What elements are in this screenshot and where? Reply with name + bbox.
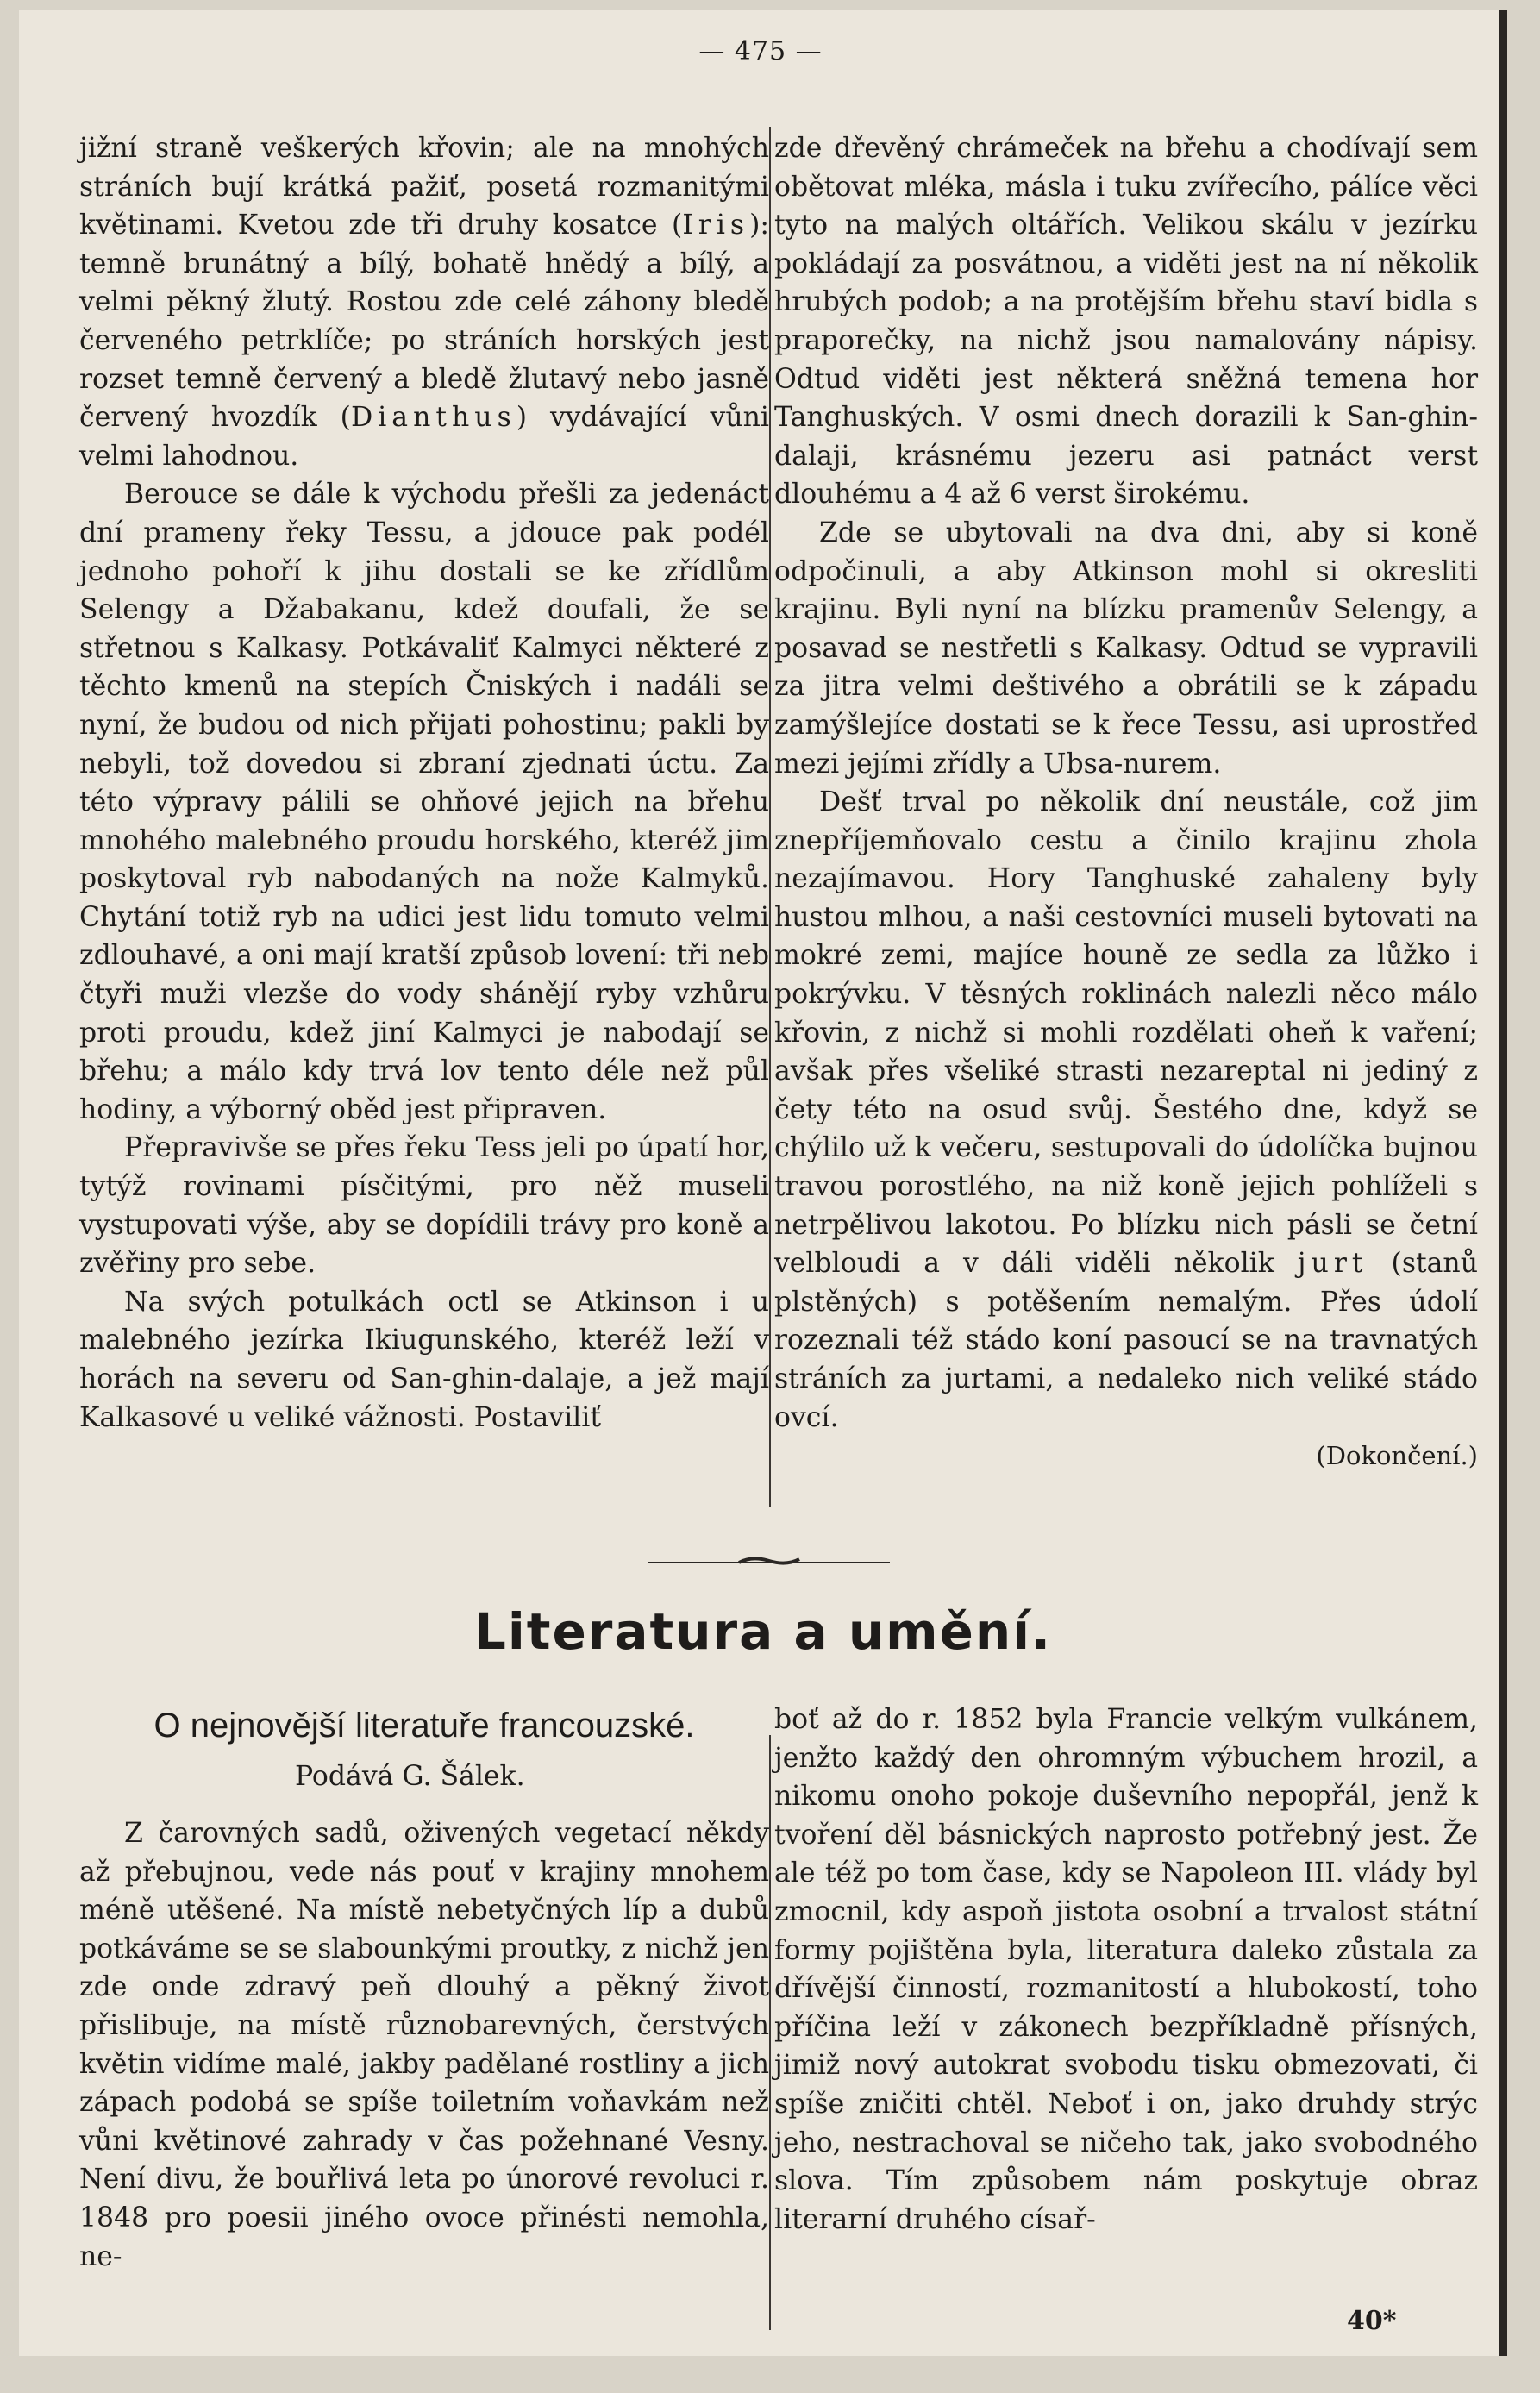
byline: Podává G. Šálek. xyxy=(295,1761,525,1792)
column-divider-bottom xyxy=(769,1735,771,2330)
right-column-top-text xyxy=(774,129,1478,1437)
text-run: boť až do r. 1852 byla Francie velkým vulkánem, jenžto každý den ohromným výbuchem hrozil, a nikomu onoho pokoje duševního nepopřál, jenž k tvoření děl básnických naprosto potřebný jest. Že ale též po tom čase, kdy se Napoleon III. vlády byl zmocnil, kdy aspoň jistota osobní a trvalost státní formy pojištěna byla, literatura daleko zůstala za dřívější činností, rozmanitostí a hlubokostí, toho příčina leží v zákonech bezpříkladně přísných, jimiž nový autokrat svobodu tisku obmezovati, či spíše zničiti chtěl. Neboť i on, jako druhdy strýc jeho, nestrachoval se ničeho tak, jako svobodného slova. Tím způsobem nám poskytuje obraz literarní druhého císař- xyxy=(774,1704,1478,2235)
column-divider xyxy=(769,127,771,1507)
page xyxy=(19,10,1507,2356)
text-run: ): temně brunátný a bílý, bohatě hnědý a bílý, a velmi pěkný žlutý. Rostou zde celé záhony bledě červeného petrklíče; po stráních horských jest rozset temně červený a bledě žlutavý nebo jasně červený hvozdík ( xyxy=(79,210,769,434)
left-column-top xyxy=(79,129,769,1437)
paragraph xyxy=(774,783,1478,1437)
paragraph xyxy=(774,129,1478,514)
paragraph xyxy=(79,475,769,1129)
text-run: ) vydávající vůni velmi lahodnou. xyxy=(79,402,769,472)
text-run: Z čarovných sadů, oživených vegetací někdy až přebujnou, vede nás pouť v krajiny mnohem méně utěšené. Na místě nebetyčných líp a dubů potkáváme se se slabounkými proutky, z nichž jen zde onde zdravý peň dlouhý a pěkný život přislibuje, na místě různobarevných, čerstvých květin vidíme malé, jakby padělané rostliny a jich zápach podobá se spíše toiletním voňavkám než vůni květinové zahrady v čas požehnané Vesny. Není divu, že bouřlivá leta po únorové revoluci r. 1848 pro poesii jiného ovoce přinésti nemohla, ne- xyxy=(79,1818,769,2272)
paragraph xyxy=(79,1129,769,1282)
right-column-bottom xyxy=(774,1701,1478,2239)
text-run: Berouce se dále k východu přešli za jedenáct dní prameny řeky Tessu, a jdouce pak podél jednoho pohoří k jihu dostali se ke zřídlům Selengy a Džabakanu, kdež doufali, že se střetnou s Kalkasy. Potkávaliť Kalmyci některé z těchto kmenů na stepích Čniských i nadáli se nyní, že budou od nich přijati pohostinu; pakli by nebyli, tož dovedou si zbraní zjednati úctu. Za této výpravy pálili se ohňové jejich na břehu mnohého malebného proudu horského, kteréž jim poskytoval ryb nabodaných na nože Kalmyků. Chytání totiž ryb na udici jest lidu tomuto velmi zdlouhavé, a oni mají kratší způsob lovení: tři neb čtyři muži vlezše do vody shánějí ryby vzhůru proti proudu, kdež jiní Kalmyci je nabodají se břehu; a málo kdy trvá lov tento déle než půl hodiny, a výborný oběd jest připraven. xyxy=(79,479,769,1125)
text-run: (stanů plstěných) s potěšením nemalým. Přes údolí rozeznali též stádo koní pasoucí se na travnatých stráních za jurtami, a nedaleko nich veliké stádo ovcí. xyxy=(774,1248,1479,1433)
signature-mark: 40* xyxy=(1347,2306,1397,2336)
spaced-term: Dianthus xyxy=(350,402,516,434)
right-column-top xyxy=(774,129,1478,1475)
paragraph xyxy=(774,514,1478,783)
spaced-term: jurt xyxy=(1297,1248,1368,1280)
text-run: Zde se ubytovali na dva dni, aby si koně odpočinuli, a aby Atkinson mohl si okresliti krajinu. Byli nyní na blízku pramenův Selengy, a posavad se nestřetli s Kalkasy. Odtud se vypravili za jitra velmi deštivého a obrátili se k západu zamýšlejíce dostati se k řece Tessu, asi uprostřed mezi jejími zřídly a Ubsa-nurem. xyxy=(774,517,1478,780)
paragraph xyxy=(774,1701,1478,2239)
spaced-term: Iris xyxy=(682,210,750,241)
page-number: — 475 — xyxy=(698,36,823,66)
paragraph xyxy=(79,1814,769,2276)
text-run: Přepravivše se přes řeku Tess jeli po úpatí hor, tytýž rovinami písčitými, pro něž museli vystupovati výše, aby se dopídili trávy pro koně a zvěřiny pro sebe. xyxy=(79,1132,769,1280)
text-run: Na svých potulkách octl se Atkinson i u malebného jezírka Ikiugunského, kteréž leží v horách na severu od San-ghin-dalaje, a jež mají Kalkasové u veliké vážnosti. Postaviliť xyxy=(79,1286,769,1433)
ornament-divider xyxy=(648,1554,890,1571)
text-run: zde dřevěný chrámeček na břehu a chodívají sem obětovat mléka, másla i tuku zvířecího, pálíce věci tyto na malých oltářích. Velikou skálu v jezírku pokládají za posvátnou, a viděti jest na ní několik hrubých podob; a na protějším břehu staví bidla s praporečky, na nichž jsou namalovány nápisy. Odtud viděti jest některá sněžná temena hor Tanghuských. V osmi dnech dorazili k San-ghin-dalaji, krásnému jezeru asi patnáct verst dlouhému a 4 až 6 verst širokému. xyxy=(774,133,1478,511)
section-title: Literatura a umění. xyxy=(473,1602,1053,1661)
text-run: jižní straně veškerých křovin; ale na mnohých stráních bují krátká pažiť, posetá rozmanitými květinami. Kvetou zde tři druhy kosatce ( xyxy=(79,133,769,241)
paragraph xyxy=(79,129,769,475)
left-column-bottom xyxy=(79,1814,769,2276)
article-title: O nejnovější literatuře francouzské. xyxy=(153,1707,695,1745)
paragraph xyxy=(79,1283,769,1437)
dokonceni-label: (Dokončení.) xyxy=(1316,1441,1478,1471)
text-run: Dešť trval po několik dní neustále, což jim znepříjemňovalo cestu a činilo krajinu zhola nezajímavou. Hory Tanghuské zahaleny byly hustou mlhou, a naši cestovníci museli bytovati na mokré zemi, majíce houně ze sedla za lůžko i pokrývku. V těsných roklinách nalezli něco málo křovin, z nichž si mohli rozdělati oheň k vaření; avšak přes všeliké strasti nezareptal ni jediný z čety této na osud svůj. Šestého dne, když se chýlilo už k večeru, sestupovali do údolíčka bujnou travou porostlého, na niž koně jejich pohlíželi s netrpělivou lakotou. Po blízku nich pásli se četní velbloudi a v dáli viděli několik xyxy=(774,786,1478,1280)
